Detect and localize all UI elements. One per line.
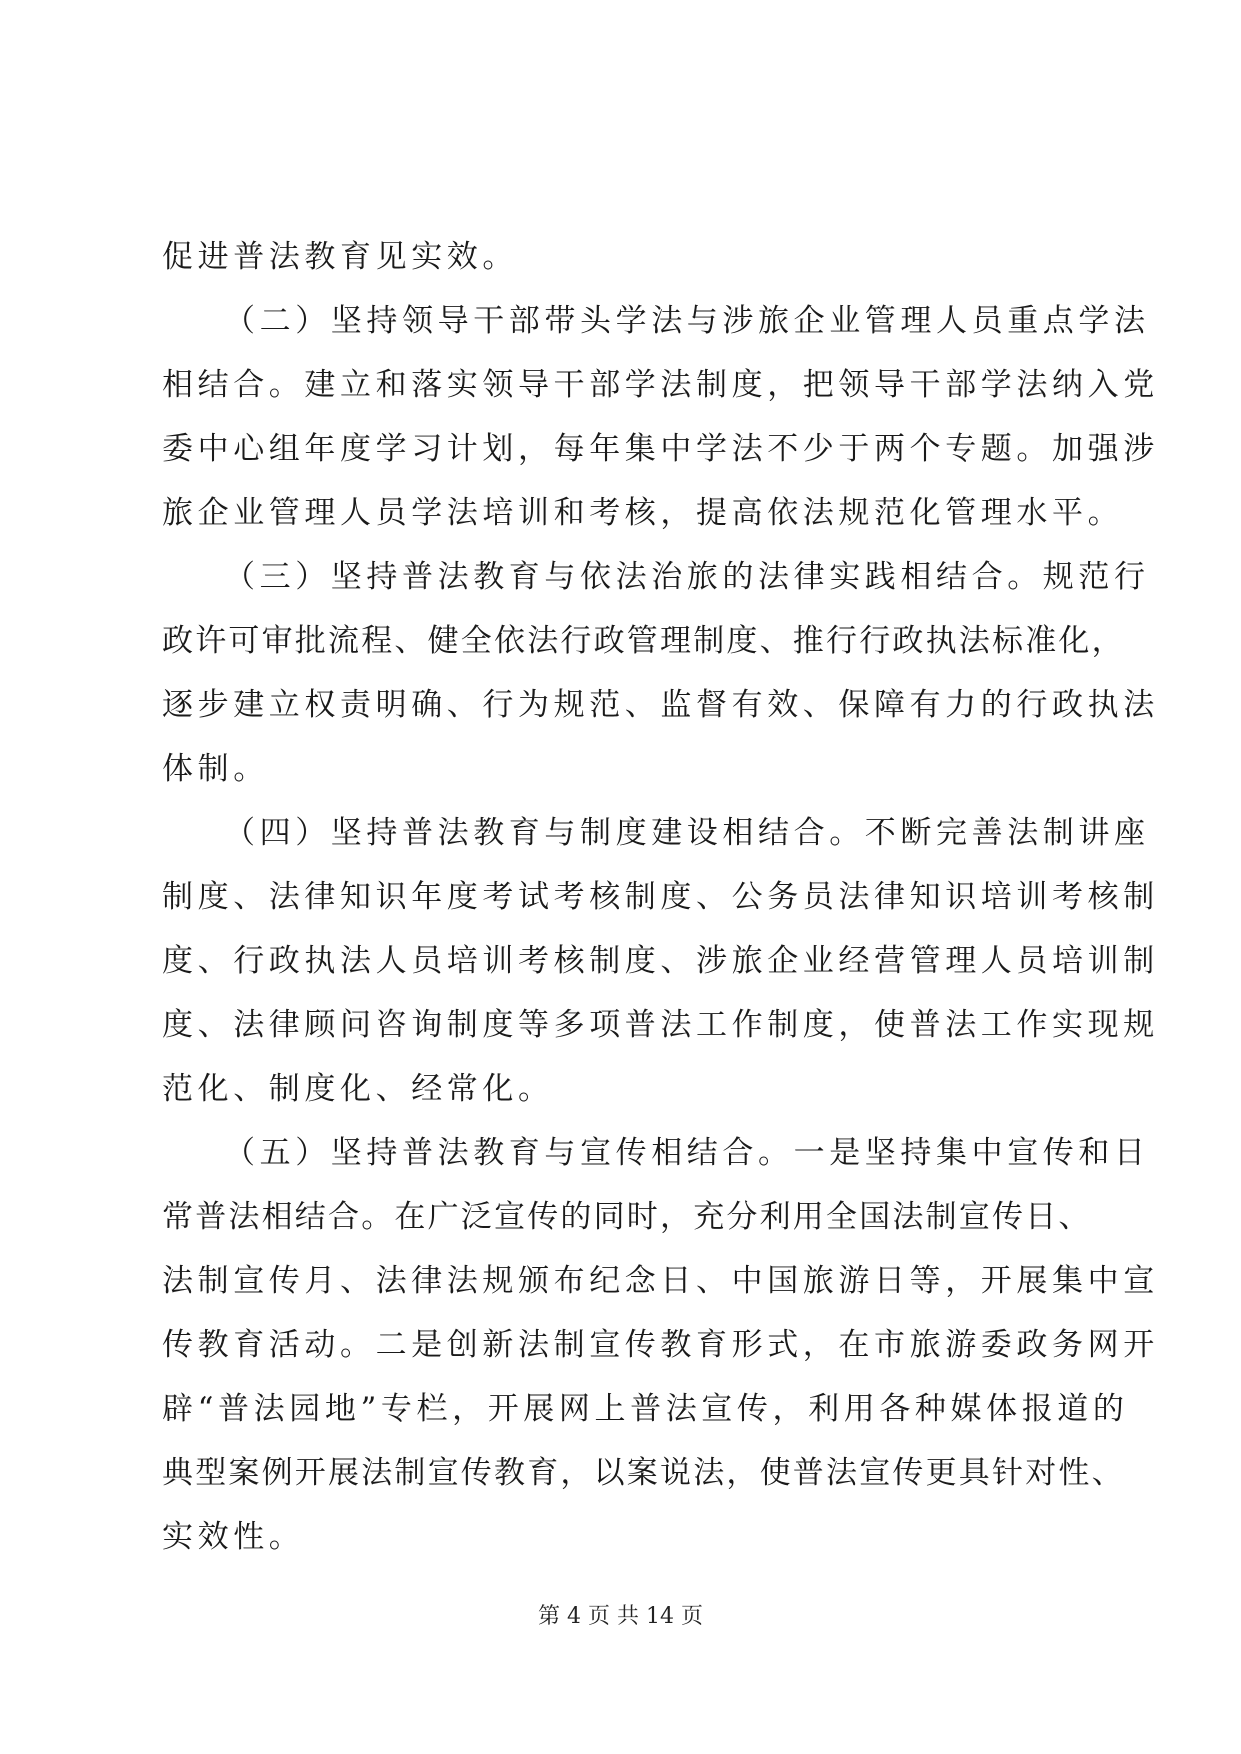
text-line: 范化、制度化、经常化。	[162, 1071, 554, 1107]
text-line: 法制宣传月、法律法规颁布纪念日、中国旅游日等，开展集中宣	[162, 1263, 1159, 1299]
text-line: 政许可审批流程、健全依法行政管理制度、推行行政执法标准化，	[162, 623, 1125, 659]
paragraph-heading-2: （二）坚持领导干部带头学法与涉旅企业管理人员重点学法	[224, 303, 1150, 339]
page-footer	[0, 1602, 1241, 1632]
text-line: 委中心组年度学习计划，每年集中学法不少于两个专题。加强涉	[162, 431, 1159, 467]
text-line: 逐步建立权责明确、行为规范、监督有效、保障有力的行政执法	[162, 687, 1159, 723]
text-line: 旅企业管理人员学法培训和考核，提高依法规范化管理水平。	[162, 495, 1124, 531]
paragraph-heading-5: （五）坚持普法教育与宣传相结合。一是坚持集中宣传和日	[224, 1135, 1150, 1171]
text-line: 促进普法教育见实效。	[162, 239, 518, 275]
text-line: 度、法律顾问咨询制度等多项普法工作制度，使普法工作实现规	[162, 1007, 1159, 1043]
page-number-indicator: 第 4 页 共 14 页	[538, 1604, 703, 1629]
text-line: 相结合。建立和落实领导干部学法制度，把领导干部学法纳入党	[162, 367, 1159, 403]
text-line: 制度、法律知识年度考试考核制度、公务员法律知识培训考核制	[162, 879, 1159, 915]
text-line: 体制。	[162, 751, 269, 787]
text-line: 常普法相结合。在广泛宣传的同时，充分利用全国法制宣传日、	[162, 1199, 1092, 1235]
text-line: 典型案例开展法制宣传教育，以案说法，使普法宣传更具针对性、	[162, 1455, 1125, 1491]
paragraph-heading-4: （四）坚持普法教育与制度建设相结合。不断完善法制讲座	[224, 815, 1150, 851]
text-line: 辟“普法园地”专栏，开展网上普法宣传，利用各种媒体报道的	[162, 1391, 1129, 1427]
text-line: 度、行政执法人员培训考核制度、涉旅企业经营管理人员培训制	[162, 943, 1159, 979]
document-body	[162, 225, 1159, 1569]
text-line: 实效性。	[162, 1519, 305, 1555]
text-line: 传教育活动。二是创新法制宣传教育形式，在市旅游委政务网开	[162, 1327, 1159, 1363]
paragraph-heading-3: （三）坚持普法教育与依法治旅的法律实践相结合。规范行	[224, 559, 1150, 595]
